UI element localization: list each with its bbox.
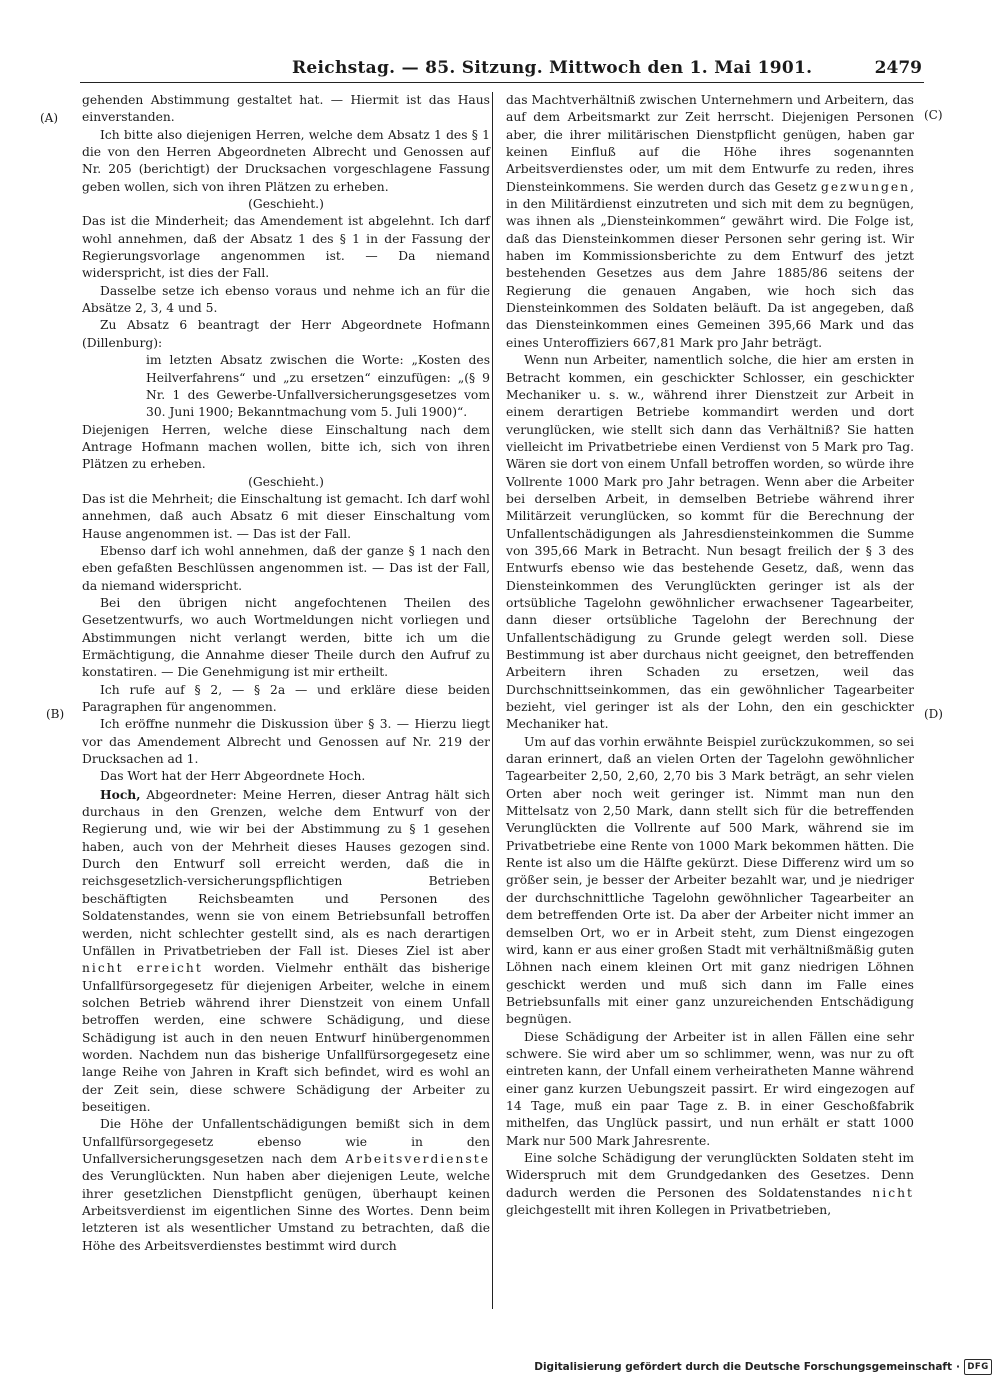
paragraph: Diese Schädigung der Arbeiter ist in allen Fällen eine sehr schwere. Sie wird aber um so schlimmer, wenn, was nur zu oft eintreten kann, der Unfall einem verheiratheten Manne während einer ganz kurzen Uebungszeit passirt. Er wird eingezogen auf 14 Tage, muß ein paar Tage z. B. in einer Geschoßfabrik mithelfen, das Unglück passirt, und nun erhält er statt 1000 Mark nur 500 Mark Jahresrente. (506, 1029, 914, 1148)
margin-marker-a: (A) (40, 111, 59, 125)
text-run: das Machtverhältniß zwischen Unternehmern und Arbeitern, das auf dem Arbeitsmarkt zur Zeit herrscht. Diejenigen Personen aber, die ihrer militärischen Dienstpflicht genügen, haben gar keinen Einfluß auf die Höhe ihres sogenannten Arbeitsverdienstes oder, um mit dem Entwurfe zu reden, ihres Diensteinkommens. Sie werden durch das Gesetz (506, 93, 914, 194)
paragraph: Ich rufe auf § 2, — § 2a — und erkläre diese beiden Paragraphen für angenommen. (82, 682, 490, 715)
motion-quote: im letzten Absatz zwischen die Worte: „Kosten des Heilverfahrens“ und „zu ersetzen“ einzufügen: „(§ 9 Nr. 1 des Gewerbe-Unfallversicherungsgesetzes vom 30. Juni 1900; Bekanntmachung vom 5. Juli 1900)“. (146, 353, 490, 420)
paragraph: Dasselbe setze ich ebenso voraus und nehme ich an für die Absätze 2, 3, 4 und 5. (82, 283, 490, 316)
emphasized-text: Arbeitsverdienste (345, 1151, 490, 1166)
dfg-logo: DFG (964, 1359, 992, 1375)
speech-text: worden. Vielmehr enthält das bisherige Unfallfürsorgegesetz für diejenigen Arbeiter, welche in einem solchen Betrieb während ihrer Dienstzeit von einem Unfall betroffen werden, eine schwere Schädigung, und diese Schädigung ist auch in den neuen Entwurf hinübergenommen worden. Nachdem nun das bisherige Unfallfürsorgegesetz eine lange Reihe von Jahren in Kraft sich befindet, wird es wohl an der Zeit sein, diese schwere Schädigung der Arbeiter zu beseitigen. (82, 961, 490, 1114)
paragraph: Das ist die Mehrheit; die Einschaltung ist gemacht. Ich darf wohl annehmen, daß auch Absatz 6 mit dieser Einschaltung vom Hause angenommen ist. — Das ist der Fall. (82, 491, 490, 541)
paragraph: Das ist die Minderheit; das Amendement ist abgelehnt. Ich darf wohl annehmen, daß der Absatz 1 des § 1 in der Fassung der Regierungsvorlage angenommen ist. — Da niemand widerspricht, ist dies der Fall. (82, 214, 490, 281)
stage-direction: (Geschieht.) (248, 474, 324, 489)
speaker-role: Abgeordneter: (146, 787, 237, 802)
text-run: Eine solche Schädigung der verunglückten Soldaten steht im Widerspruch mit dem Grundgedanken des Gesetzes. Denn dadurch werden die Personen des Soldatenstandes (506, 1150, 914, 1200)
margin-marker-c: (C) (924, 108, 943, 122)
paragraph: Ich eröffne nunmehr die Diskussion über § 3. — Hierzu liegt vor das Amendement Albrecht und Genossen auf Nr. 219 der Drucksachen ad 1. (82, 717, 490, 767)
header-rule (80, 82, 924, 83)
paragraph: Ebenso darf ich wohl annehmen, daß der ganze § 1 nach den eben gefaßten Beschlüssen angenommen ist. — Das ist der Fall, da niemand widerspricht. (82, 543, 490, 593)
paragraph: Diejenigen Herren, welche diese Einschaltung nach dem Antrage Hofmann machen wollen, bitte ich, sich von ihren Plätzen zu erheben. (82, 422, 490, 472)
emphasized-text: gezwungen (821, 179, 911, 194)
paragraph: Das Wort hat der Herr Abgeordnete Hoch. (100, 769, 366, 784)
left-column (82, 92, 490, 1255)
digitization-credit: Digitalisierung gefördert durch die Deutsche Forschungsgemeinschaft (534, 1361, 952, 1373)
paragraph (506, 92, 914, 352)
text-run: des Verunglückten. Nun haben aber diejenigen Leute, welche ihrer gesetzlichen Dienstpflicht genügen, überhaupt keinen Arbeitsverdienst im eigentlichen Sinne des Wortes. Denn beim letzteren ist als wesentlicher Umstand zu betrachten, daß die Höhe des Arbeitsverdienstes bestimmt wird durch (82, 1169, 490, 1253)
right-column (506, 92, 914, 1219)
text-run: , in den Militärdienst einzutreten und sich mit dem zu begnügen, was ihnen als „Diensteinkommen“ gewährt wird. Die Folge ist, daß das Diensteinkommen dieser Personen sehr gering ist. Wir haben im Kommissionsberichte zu dem Entwurf des jetzt bestehenden Gesetzes aus dem Jahre 1885/86 seitens der Regierung die genauen Angaben, wie hoch sich das Diensteinkommen des Soldaten beläuft. Da ist angegeben, daß das Diensteinkommen eines Gemeinen 395,66 Mark und das eines Unteroffiziers 667,81 Mark pro Jahr beträgt. (506, 179, 914, 350)
emphasized-text: nicht erreicht (82, 961, 203, 976)
page-number: 2479 (874, 58, 922, 78)
running-title: Reichstag. — 85. Sitzung. Mittwoch den 1. Mai 1901. (292, 58, 813, 78)
text-run: Die Höhe der Unfallentschädigungen bemißt sich in dem Unfallfürsorgegesetz ebenso wie in den Unfallversicherungsgesetzen nach dem (82, 1117, 490, 1166)
page-header (82, 58, 922, 82)
paragraph: Zu Absatz 6 beantragt der Herr Abgeordnete Hofmann (Dillenburg): (82, 318, 490, 350)
margin-marker-d: (D) (924, 707, 943, 721)
column-divider (492, 92, 493, 1309)
paragraph: Bei den übrigen nicht angefochtenen Theilen des Gesetzentwurfs, wo auch Wortmeldungen nicht vorliegen und Abstimmungen nicht verlangt werden, bitte ich um die Ermächtigung, die Annahme dieser Theile durch den Aufruf zu konstatiren. — Die Genehmigung ist mir ertheilt. (82, 595, 490, 680)
paragraph: Wenn nun Arbeiter, namentlich solche, die hier am ersten in Betracht kommen, ein geschickter Schlosser, ein geschickter Mechaniker u. s. w., während ihrer Dienstzeit zur Arbeit in einem derartigen Betriebe kommandirt werden und dort verunglücken, wie stellt sich dann das Verhältniß? Sie hatten vielleicht im Privatbetriebe einen Verdienst von 5 Mark pro Tag. Wären sie dort von einem Unfall betroffen worden, so würde ihre Vollrente 1000 Mark pro Jahr betragen. Wenn aber die Arbeiter bei derselben Arbeit, in demselben Betriebe während ihrer Militärzeit verunglücken, so kommt für die Berechnung der Unfallentschädigungen als Jahresdiensteinkommen die Summe von 395,66 Mark in Betracht. Nun besagt freilich der § 3 des Entwurfs ebenso wie das bestehende Gesetz, daß, wenn das Diensteinkommen des Verunglückten geringer ist als der ortsübliche Tagelohn gewöhnlicher erwachsener Tagearbeiter, dann dieser ortsübliche Tagelohn der Berechnung der Unfallentschädigung zu Grunde gelegt werden soll. Diese Bestimmung ist aber durchaus nicht geeignet, den betreffenden Arbeitern ihren Schaden zu ersetzen, weil das Durchschnittseinkommen, das ein gewöhnlicher Tagearbeiter bezieht, viel geringer ist als der Lohn, den ein geschickter Mechaniker hat. (506, 353, 914, 732)
paragraph (82, 1116, 490, 1255)
paragraph: Um auf das vorhin erwähnte Beispiel zurückzukommen, so sei daran erinnert, daß an vielen Orten der Tagelohn gewöhnlicher Tagearbeiter 2,50, 2,60, 2,70 bis 3 Mark beträgt, an sehr vielen Orten aber noch weit geringer ist. Nimmt man nun den Mittelsatz von 2,50 Mark, dann stellt sich für die betreffenden Verunglückten die Vollrente auf 500 Mark, während sie im Privatbetriebe eine Rente von 1000 Mark bekommen hätten. Die Rente ist also um die Hälfte gekürzt. Diese Differenz wird um so größer sein, je besser der Arbeiter bezahlt war, und je niedriger der durchschnittliche Tagelohn gewöhnlicher Tagearbeiter an dem betreffenden Orte ist. Da aber der Arbeiter nicht immer an demselben Ort, wo er in Arbeit steht, zum Dienst eingezogen wird, kann er aus einer großen Stadt mit verhältnißmäßig guten Löhnen nach einem kleinen Ort mit ganz niedrigen Löhnen geschickt werden und muß sich dann im Falle eines Betriebsunfalls mit einer ganz unzureichenden Entschädigung begnügen. (506, 734, 914, 1027)
stage-direction: (Geschieht.) (248, 197, 324, 212)
paragraph: Ich bitte also diejenigen Herren, welche dem Absatz 1 des § 1 die von den Herren Abgeordneten Albrecht und Genossen auf Nr. 205 (berichtigt) der Drucksachen vorgeschlagene Fassung geben wollen, sich von ihren Plätzen zu erheben. (82, 127, 490, 194)
emphasized-text: nicht (872, 1185, 914, 1200)
margin-marker-b: (B) (46, 707, 65, 721)
digitization-footer (534, 1357, 992, 1377)
paragraph (506, 1150, 914, 1219)
speaker-name: Hoch, (100, 786, 141, 802)
speech-paragraph (82, 786, 490, 1117)
text-run: gleichgestellt mit ihren Kollegen in Privatbetrieben, (506, 1203, 832, 1217)
speech-text: Meine Herren, dieser Antrag hält sich durchaus in den Grenzen, welche dem Entwurf von der Regierung und, wie wir bei der Abstimmung zu § 1 gesehen haben, auch von der Mehrheit dieses Hauses gezogen sind. Durch den Entwurf soll erreicht werden, daß die in reichsgesetzlich-versicherungspflichtigen Betrieben beschäftigten Reichsbeamten und Personen des Soldatenstandes, wenn sie von einem Betriebsunfall betroffen werden, nicht schlechter gestellt sind, als es nach derartigen Unfällen in Privatbetrieben der Fall ist. Dieses Ziel ist aber (82, 787, 490, 958)
footer-separator: · (956, 1361, 960, 1373)
paragraph: gehenden Abstimmung gestaltet hat. — Hiermit ist das Haus einverstanden. (82, 93, 490, 125)
